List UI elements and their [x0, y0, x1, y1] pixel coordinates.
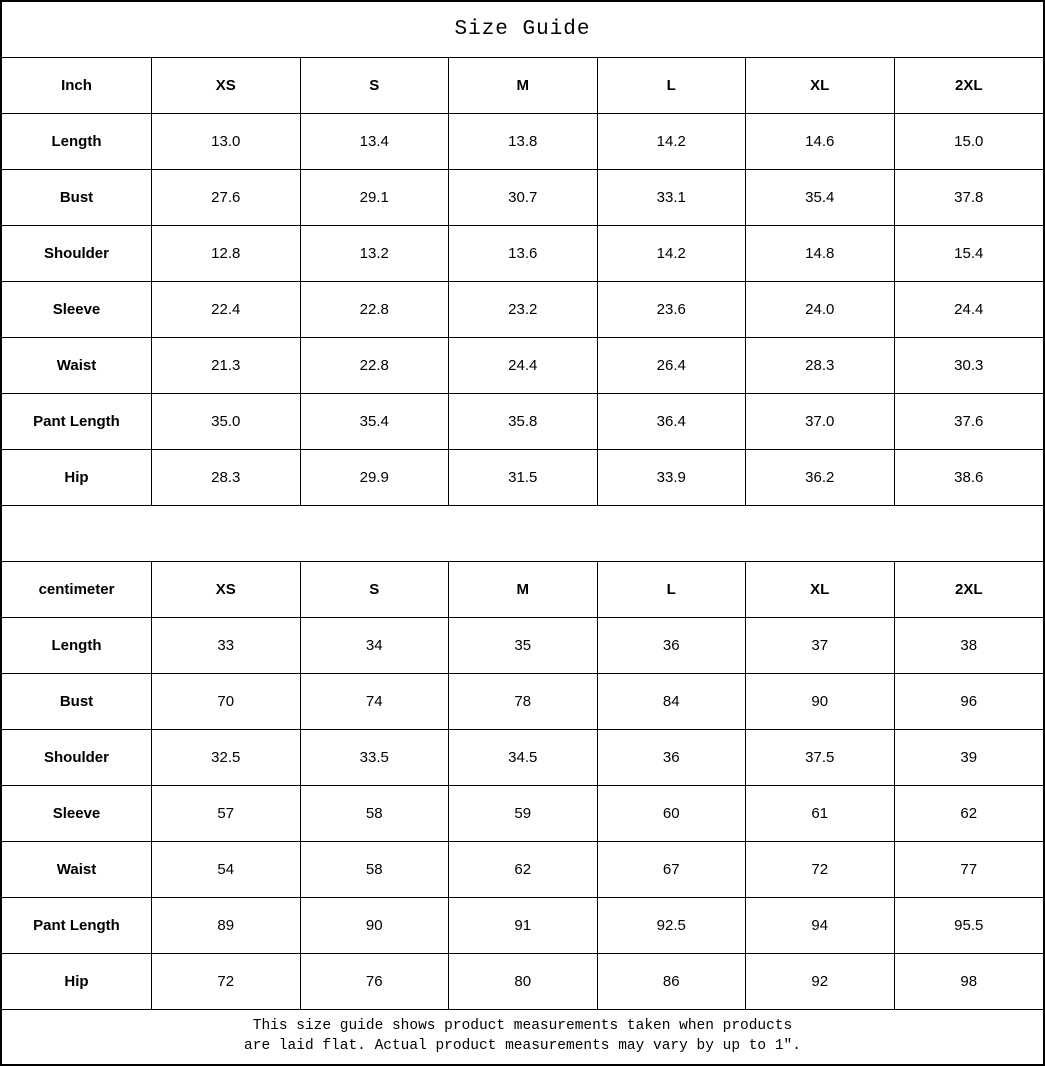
measurement-value-cell: 77: [895, 842, 1044, 898]
measurement-label-cell: Shoulder: [2, 226, 152, 282]
measurement-value-cell: 61: [746, 786, 895, 842]
measurement-label-cell: Sleeve: [2, 282, 152, 338]
measurement-value-cell: 74: [301, 674, 450, 730]
measurement-value-cell: 13.6: [449, 226, 598, 282]
measurement-value-cell: 38: [895, 618, 1044, 674]
measurement-value-cell: 37: [746, 618, 895, 674]
measurement-value-cell: 27.6: [152, 170, 301, 226]
measurement-value-cell: 35.4: [301, 394, 450, 450]
measurement-value-cell: 62: [449, 842, 598, 898]
size-header-cell: XL: [746, 562, 895, 618]
size-header-cell: S: [301, 58, 450, 114]
inch-size-table: [2, 58, 1043, 506]
size-header-cell: M: [449, 562, 598, 618]
measurement-value-cell: 59: [449, 786, 598, 842]
measurement-value-cell: 94: [746, 898, 895, 954]
measurement-value-cell: 13.8: [449, 114, 598, 170]
measurement-label-cell: Hip: [2, 954, 152, 1010]
measurement-value-cell: 98: [895, 954, 1044, 1010]
measurement-value-cell: 32.5: [152, 730, 301, 786]
size-header-cell: XL: [746, 58, 895, 114]
measurement-value-cell: 30.7: [449, 170, 598, 226]
measurement-value-cell: 34.5: [449, 730, 598, 786]
size-header-cell: M: [449, 58, 598, 114]
measurement-label-cell: Length: [2, 618, 152, 674]
footer-note-line2: are laid flat. Actual product measurements may vary by up to 1″.: [244, 1038, 801, 1054]
measurement-value-cell: 67: [598, 842, 747, 898]
size-guide-title: Size Guide: [2, 2, 1043, 58]
measurement-label-cell: Bust: [2, 674, 152, 730]
measurement-value-cell: 14.8: [746, 226, 895, 282]
measurement-value-cell: 95.5: [895, 898, 1044, 954]
measurement-value-cell: 33: [152, 618, 301, 674]
measurement-value-cell: 14.2: [598, 114, 747, 170]
measurement-value-cell: 91: [449, 898, 598, 954]
measurement-label-cell: Bust: [2, 170, 152, 226]
measurement-value-cell: 35.0: [152, 394, 301, 450]
measurement-value-cell: 35.4: [746, 170, 895, 226]
measurement-value-cell: 24.4: [895, 282, 1044, 338]
measurement-label-cell: Waist: [2, 338, 152, 394]
measurement-value-cell: 54: [152, 842, 301, 898]
measurement-value-cell: 36: [598, 618, 747, 674]
measurement-value-cell: 89: [152, 898, 301, 954]
measurement-value-cell: 72: [152, 954, 301, 1010]
measurement-value-cell: 21.3: [152, 338, 301, 394]
measurement-value-cell: 62: [895, 786, 1044, 842]
measurement-value-cell: 86: [598, 954, 747, 1010]
size-header-cell: L: [598, 562, 747, 618]
measurement-value-cell: 96: [895, 674, 1044, 730]
measurement-value-cell: 35.8: [449, 394, 598, 450]
centimeter-size-table: [2, 562, 1043, 1010]
measurement-value-cell: 28.3: [746, 338, 895, 394]
measurement-value-cell: 22.4: [152, 282, 301, 338]
measurement-label-cell: Hip: [2, 450, 152, 506]
unit-header-cell: centimeter: [2, 562, 152, 618]
measurement-value-cell: 24.0: [746, 282, 895, 338]
measurement-value-cell: 60: [598, 786, 747, 842]
measurement-value-cell: 57: [152, 786, 301, 842]
measurement-label-cell: Sleeve: [2, 786, 152, 842]
measurement-value-cell: 30.3: [895, 338, 1044, 394]
measurement-value-cell: 36.2: [746, 450, 895, 506]
measurement-value-cell: 14.6: [746, 114, 895, 170]
measurement-value-cell: 37.6: [895, 394, 1044, 450]
measurement-value-cell: 90: [301, 898, 450, 954]
measurement-value-cell: 33.5: [301, 730, 450, 786]
measurement-value-cell: 92.5: [598, 898, 747, 954]
measurement-value-cell: 37.8: [895, 170, 1044, 226]
measurement-value-cell: 37.0: [746, 394, 895, 450]
measurement-value-cell: 34: [301, 618, 450, 674]
measurement-value-cell: 22.8: [301, 282, 450, 338]
measurement-value-cell: 23.6: [598, 282, 747, 338]
measurement-value-cell: 36.4: [598, 394, 747, 450]
measurement-label-cell: Waist: [2, 842, 152, 898]
measurement-value-cell: 33.1: [598, 170, 747, 226]
measurement-value-cell: 26.4: [598, 338, 747, 394]
measurement-value-cell: 78: [449, 674, 598, 730]
measurement-value-cell: 38.6: [895, 450, 1044, 506]
measurement-value-cell: 80: [449, 954, 598, 1010]
measurement-value-cell: 29.1: [301, 170, 450, 226]
measurement-label-cell: Pant Length: [2, 898, 152, 954]
measurement-value-cell: 76: [301, 954, 450, 1010]
measurement-value-cell: 12.8: [152, 226, 301, 282]
measurement-value-cell: 28.3: [152, 450, 301, 506]
size-header-cell: XS: [152, 562, 301, 618]
measurement-value-cell: 37.5: [746, 730, 895, 786]
measurement-value-cell: 13.2: [301, 226, 450, 282]
measurement-value-cell: 31.5: [449, 450, 598, 506]
measurement-value-cell: 23.2: [449, 282, 598, 338]
measurement-value-cell: 22.8: [301, 338, 450, 394]
measurement-value-cell: 36: [598, 730, 747, 786]
measurement-label-cell: Length: [2, 114, 152, 170]
measurement-value-cell: 72: [746, 842, 895, 898]
measurement-value-cell: 70: [152, 674, 301, 730]
measurement-value-cell: 15.0: [895, 114, 1044, 170]
unit-header-cell: Inch: [2, 58, 152, 114]
measurement-label-cell: Shoulder: [2, 730, 152, 786]
size-header-cell: XS: [152, 58, 301, 114]
size-header-cell: 2XL: [895, 58, 1044, 114]
measurement-value-cell: 58: [301, 842, 450, 898]
measurement-value-cell: 13.4: [301, 114, 450, 170]
size-header-cell: S: [301, 562, 450, 618]
measurement-value-cell: 14.2: [598, 226, 747, 282]
measurement-value-cell: 58: [301, 786, 450, 842]
measurement-value-cell: 92: [746, 954, 895, 1010]
measurement-label-cell: Pant Length: [2, 394, 152, 450]
measurement-value-cell: 39: [895, 730, 1044, 786]
size-header-cell: L: [598, 58, 747, 114]
size-header-cell: 2XL: [895, 562, 1044, 618]
measurement-value-cell: 84: [598, 674, 747, 730]
measurement-value-cell: 29.9: [301, 450, 450, 506]
measurement-value-cell: 13.0: [152, 114, 301, 170]
measurement-value-cell: 24.4: [449, 338, 598, 394]
measurement-value-cell: 15.4: [895, 226, 1044, 282]
footer-note: [2, 1010, 1043, 1064]
table-separator: [2, 506, 1043, 562]
measurement-value-cell: 33.9: [598, 450, 747, 506]
footer-note-line1: This size guide shows product measurements taken when products: [252, 1018, 793, 1035]
measurement-value-cell: 90: [746, 674, 895, 730]
measurement-value-cell: 35: [449, 618, 598, 674]
